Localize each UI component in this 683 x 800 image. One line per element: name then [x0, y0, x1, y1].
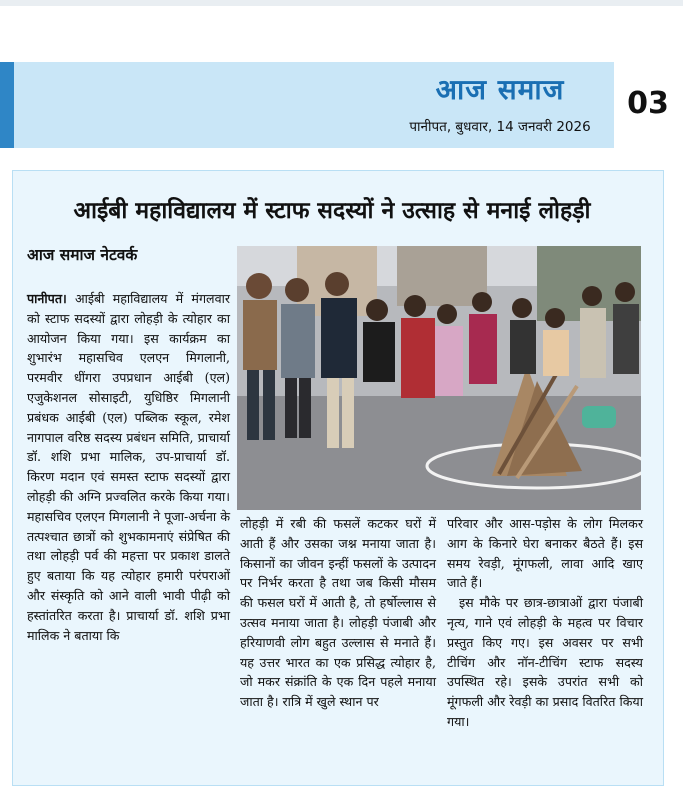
top-divider	[0, 0, 683, 6]
article-paragraph-1-text: आईबी महाविद्यालय में मंगलवार को स्टाफ सदस्यों द्वारा लोहड़ी के त्योहार का आयोजन किया गया। इस कार्यक्रम का शुभारंभ महासचिव एलएन मिगलानी, परमवीर धींगरा उपप्रधान आईबी (एल) एजुकेशनल सोसाइटी, युधिष्ठिर मिगलानी प्रबंधक आईबी (एल) पब्लिक स्कूल, रमेश नागपाल वरिष्ठ सदस्य प्रबंधन समिति, प्राचार्या डॉ. शशि प्रभा मालिक, उप-प्राचार्या डॉ. किरण मदान एवं समस्त स्टाफ सदस्यों द्वारा लोहड़ी की अग्नि प्रज्वलित करके किया गया। महासचिव एलएन मिगलानी ने पूजा-अर्चना के तत्पश्चात छात्रों को शुभकामनाएं संप्रेषित की तथा लोहड़ी पर्व की महत्ता पर प्रकाश डालते हुए बताया कि यह त्योहार हमारी परंपराओं और संस्कृति को आने वाली भावी पीढ़ी को हस्तांतरित करता है। प्राचार्या डॉ. शशि प्रभा मालिक ने बताया कि	[27, 291, 230, 643]
article-headline: आईबी महाविद्यालय में स्टाफ सदस्यों ने उत्साह से मनाई लोहड़ी	[73, 198, 591, 224]
bonfire-photo-illustration	[237, 246, 641, 510]
newspaper-masthead: आज समाज	[435, 73, 565, 106]
article-paragraph-4: इस मौके पर छात्र-छात्राओं द्वारा पंजाबी नृत्य, गाने एवं लोहड़ी के महत्व पर विचार प्रस्तुत किए गए। इस अवसर पर सभी टीचिंग और नॉन-टीचिंग स्टाफ सदस्य उपस्थित रहे। इसके उपरांत सभी को मूंगफली और रेवड़ी का प्रसाद वितरित किया गया।	[447, 595, 643, 729]
article-column-2	[240, 514, 436, 712]
page-number: 03	[627, 86, 669, 121]
edition-dateline: पानीपत, बुधवार, 14 जनवरी 2026	[409, 119, 591, 135]
article-byline: आज समाज नेटवर्क	[27, 246, 138, 264]
article-dateline-place: पानीपत।	[27, 291, 67, 306]
event-photo	[237, 246, 641, 510]
article-paragraph-3: परिवार और आस-पड़ोस के लोग मिलकर आग के किनारे घेरा बनाकर बैठते हैं। इस समय रेवड़ी, मूंगफली, लावा आदि खाए जाते हैं।	[447, 516, 643, 591]
header-accent-bar	[0, 62, 14, 148]
article-paragraph-2: लोहड़ी में रबी की फसलें कटकर घरों में आती हैं और उसका जश्न मनाया जाता है। किसानों का जीवन इन्हीं फसलों के उत्पादन पर निर्भर करता है तथा जब किसी मौसम की फसल घरों में आती है, तो हर्षोल्लास से उत्सव मनाया जाता है। लोहड़ी पंजाबी और हरियाणवी लोग बहुत उल्लास से मनाते हैं। यह उत्तर भारत का एक प्रसिद्ध त्योहार है, जो मकर संक्रांति के एक दिन पहले मनाया जाता है। रात्रि में खुले स्थान पर	[240, 516, 436, 710]
article-paragraph-1	[27, 289, 230, 645]
article-column-3	[447, 514, 643, 732]
article-column-1	[27, 289, 230, 645]
